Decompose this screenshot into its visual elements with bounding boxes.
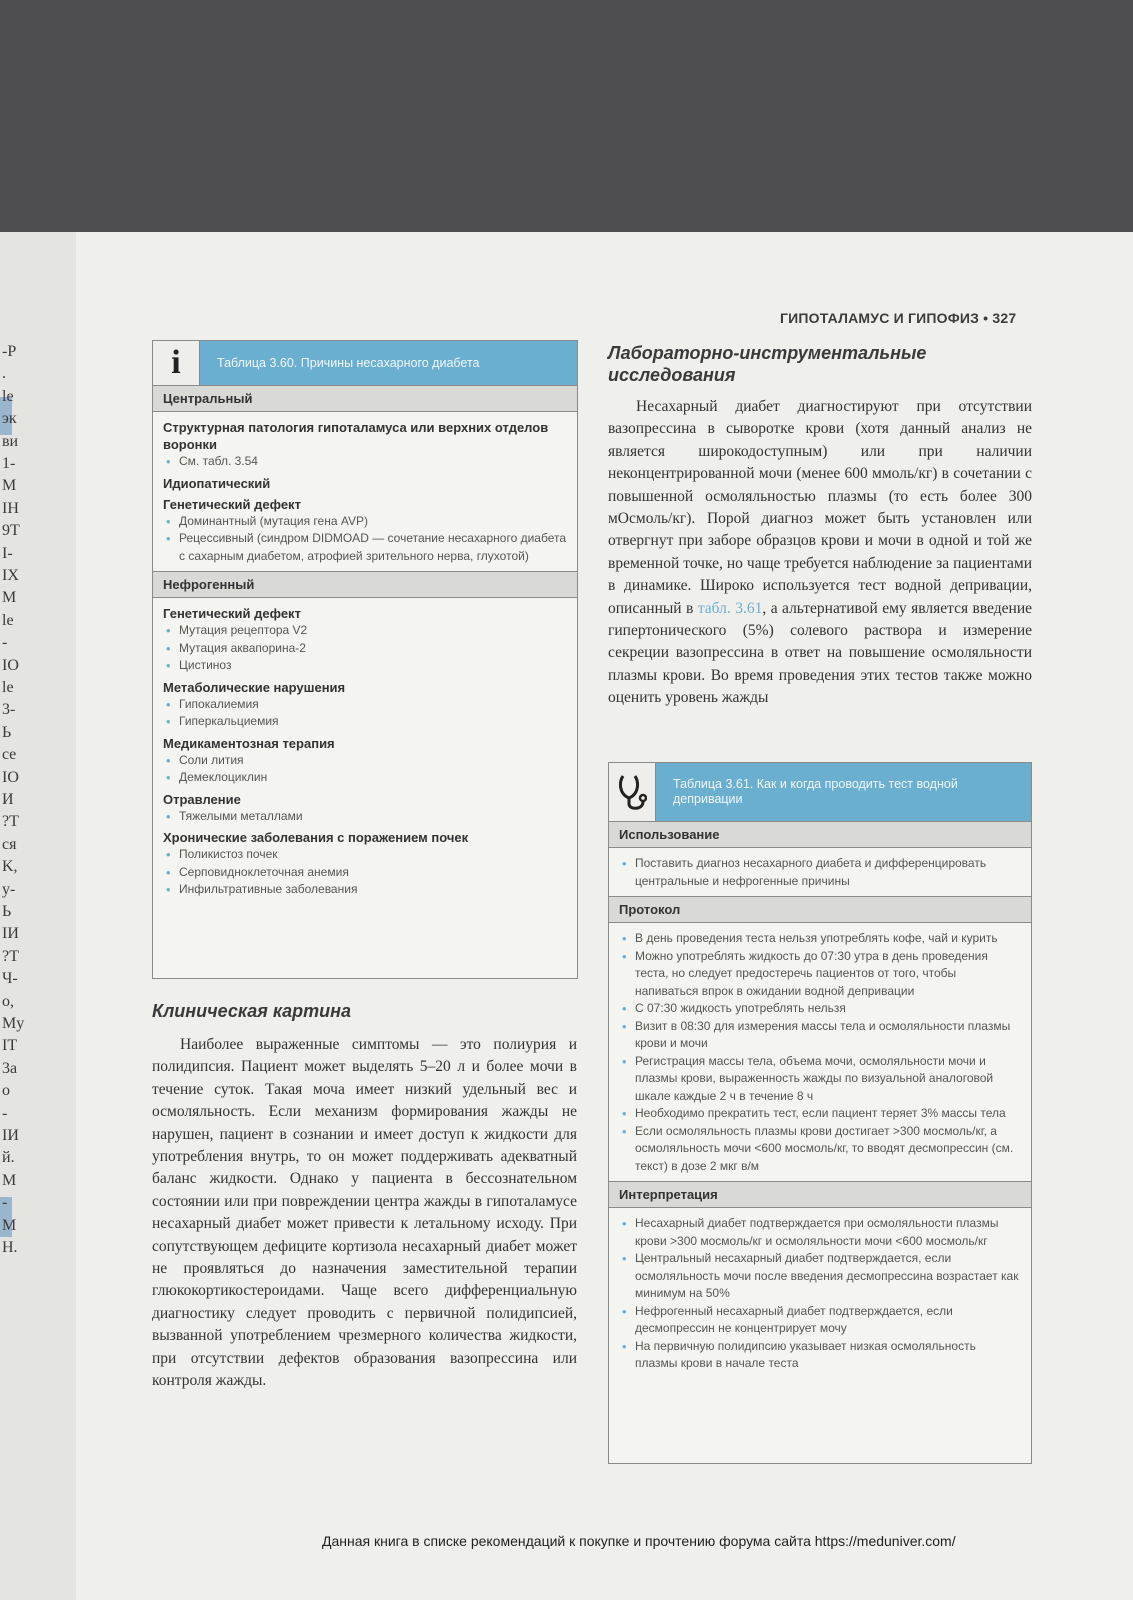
- section-head: Протокол: [609, 896, 1031, 923]
- section-body: [153, 598, 577, 905]
- dark-scan-area: [0, 0, 1133, 232]
- list-item: • Регистрация массы тела, объема мочи, осмоляльности мочи и плазмы крови, выраженность жажды по визуальной аналоговой шкале каждые 2 ч в течение 8 ч: [619, 1053, 1021, 1106]
- left-page-fragment: M: [2, 1171, 17, 1189]
- section-body: [609, 848, 1031, 896]
- list-item: • Необходимо прекратить тест, если пациент теряет 3% массы тела: [619, 1105, 1021, 1123]
- list-item: • Соли лития: [163, 752, 567, 770]
- left-page-fragment: K,: [2, 858, 18, 876]
- left-page-fragment: .: [2, 365, 6, 383]
- list-item: • Доминантный (мутация гена AVP): [163, 513, 567, 531]
- table-3-61-body: [609, 821, 1031, 1379]
- list-item: • Гипокалиемия: [163, 696, 567, 714]
- left-page-fragment: ce: [2, 746, 17, 764]
- footer-note: Данная книга в списке рекомендаций к покупке и прочтению форума сайта https://meduniver.com/: [322, 1533, 956, 1549]
- left-page-fragment: My: [2, 1015, 25, 1032]
- left-page-fragment: y-: [2, 880, 16, 898]
- list-item: • Поликистоз почек: [163, 846, 567, 864]
- item-list: [163, 808, 567, 826]
- left-page-fragment: -P: [2, 343, 17, 360]
- left-page-fragment: Ь: [2, 903, 12, 920]
- group-title: Генетический дефект: [163, 496, 301, 512]
- group-title: Генетический дефект: [163, 606, 301, 621]
- section-head: Интерпретация: [609, 1181, 1031, 1208]
- left-page-fragment: ?T: [2, 813, 19, 831]
- list-item: • Центральный несахарный диабет подтверждается, если осмоляльность мочи после введения десмопрессина возрастает как минимум на 50%: [619, 1250, 1021, 1303]
- table-3-61: [608, 762, 1032, 1464]
- item-list: [619, 855, 1021, 890]
- item-list: [163, 696, 567, 731]
- list-item: • Тяжелыми металлами: [163, 808, 567, 826]
- list-item: • Если осмоляльность плазмы крови достигает >300 мосмоль/кг, а осмоляльность мочи <600 мосмоль/кг, то вводят десмопрессин (см. текст) в дозе 2 мкг в/м: [619, 1123, 1021, 1176]
- left-page-fragment: IO: [2, 768, 19, 786]
- list-item: • Несахарный диабет подтверждается при осмоляльности плазмы крови >300 мосмоль/кг и осмоляльности мочи <600 мосмоль/кг: [619, 1215, 1021, 1250]
- left-page-fragment: M: [2, 589, 17, 607]
- lab-paragraph: [608, 396, 1032, 710]
- left-page-fragment: ви: [2, 432, 19, 450]
- left-page-fragment: H.: [2, 1239, 18, 1256]
- list-item: • Мутация аквапорина-2: [163, 640, 567, 658]
- left-page-fragment: o: [2, 1082, 10, 1100]
- group-title: Хронические заболевания с поражением почек: [163, 830, 469, 845]
- left-page-fragment: И: [2, 791, 14, 808]
- lab-section-title: Лабораторно-инструментальные исследования: [608, 343, 927, 385]
- group-title: Медикаментозная терапия: [163, 735, 335, 751]
- list-item: • Можно употреблять жидкость до 07:30 утра в день проведения теста, но следует предостеречь пациентов от того, чтобы напиваться впрок в ожидании водной депривации: [619, 948, 1021, 1001]
- running-head: ГИПОТАЛАМУС И ГИПОФИЗ • 327: [780, 310, 1017, 326]
- left-page-fragment: ся: [2, 835, 17, 853]
- left-page-fragment: o,: [2, 992, 14, 1010]
- item-list: [163, 622, 567, 675]
- left-page-fragment: IH: [2, 499, 19, 517]
- left-page-fragment: 1-: [2, 455, 16, 472]
- left-page-fragment: Ч-: [2, 970, 18, 988]
- left-page-fragment: 9T: [2, 522, 20, 540]
- item-list: [163, 752, 567, 787]
- table-3-61-title: Таблица 3.61. Как и когда проводить тест водной депривации: [673, 777, 958, 806]
- table-3-61-link[interactable]: табл. 3.61: [697, 599, 763, 617]
- lab-text-part-1: Несахарный диабет диагностируют при отсутствии вазопрессина в сыворотке крови (хотя данный анализ не является широкодоступным) или при наличии неконцентрированной мочи (менее 600 ммоль/кг) в сочетании с повышенной осмоляльностью плазмы (то есть более 300 мОсмоль/кг). Порой диагноз может быть установлен или отвергнут при заборе образцов крови и мочи в одной и той же временной точке, но чаще требуется наблюдение за пациентами в динамике. Широко используется тест водной депривации, описанный в: [608, 398, 1032, 617]
- list-item: • Рецессивный (синдром DIDMOAD — сочетание несахарного диабета с сахарным диабетом, атрофией зрительного нерва, глухотой): [163, 530, 567, 565]
- list-item: • Гиперкальциемия: [163, 713, 567, 731]
- list-item: • Нефрогенный несахарный диабет подтверждается, если десмопрессин не концентрирует мочу: [619, 1303, 1021, 1338]
- group-title: Метаболические нарушения: [163, 679, 346, 695]
- left-page-fragment: le: [2, 387, 14, 405]
- left-page-fragment: эк: [2, 410, 17, 428]
- item-list: [619, 930, 1021, 1175]
- left-page-fragment: IИ: [2, 925, 19, 943]
- section-body: [609, 1208, 1031, 1379]
- left-page-fragment: -: [2, 1104, 8, 1122]
- list-item: • Визит в 08:30 для измерения массы тела и осмоляльности плазмы крови и мочи: [619, 1018, 1021, 1053]
- left-page-fragment: le: [2, 611, 14, 629]
- group-title: Структурная патология гипоталамуса или верхних отделов воронки: [163, 420, 549, 452]
- left-page-fragment: M: [2, 1216, 17, 1234]
- stethoscope-icon: [609, 763, 656, 821]
- section-body: [609, 923, 1031, 1181]
- table-3-60-header: [153, 341, 577, 385]
- list-item: • Серповидноклеточная анемия: [163, 864, 567, 882]
- left-page-fragment: IT: [2, 1037, 18, 1055]
- list-item: • В день проведения теста нельзя употреблять кофе, чай и курить: [619, 930, 1021, 948]
- left-page-fragment: M: [2, 477, 17, 495]
- item-list: [163, 846, 567, 899]
- section-body: [153, 412, 577, 571]
- left-page-fragment: -: [2, 634, 8, 652]
- table-3-60-title: Таблица 3.60. Причины несахарного диабета: [217, 355, 480, 370]
- info-icon: i: [153, 341, 200, 385]
- left-page-fragment: ?T: [2, 947, 19, 965]
- left-page-fragment: Ь: [2, 723, 12, 741]
- left-page-fragment: IИ: [2, 1127, 19, 1144]
- list-item: • Цистиноз: [163, 657, 567, 675]
- left-page-edge: [0, 232, 76, 1600]
- section-head: Центральный: [153, 385, 577, 412]
- group-title: Идиопатический: [163, 475, 271, 491]
- left-page-fragment: le: [2, 679, 14, 696]
- table-3-61-header: [609, 763, 1031, 821]
- clinical-section-title: Клиническая картина: [152, 1001, 352, 1021]
- table-3-60-body: [153, 385, 577, 905]
- list-item: • Поставить диагноз несахарного диабета и дифференцировать центральные и нефрогенные причины: [619, 855, 1021, 890]
- list-item: • Демеклоциклин: [163, 769, 567, 787]
- left-page-fragment: -: [2, 1194, 8, 1212]
- table-3-60: [152, 340, 578, 979]
- left-page-fragment: 3-: [2, 701, 16, 719]
- item-list: [163, 513, 567, 566]
- left-page-fragment: IX: [2, 567, 19, 584]
- left-page-fragment: 3a: [2, 1059, 18, 1077]
- left-page-fragment: I-: [2, 544, 13, 562]
- list-item: • Инфильтративные заболевания: [163, 881, 567, 899]
- list-item: • Мутация рецептора V2: [163, 622, 567, 640]
- item-list: [163, 453, 567, 471]
- group-title: Отравление: [163, 791, 241, 807]
- section-head: Использование: [609, 821, 1031, 848]
- list-item: • На первичную полидипсию указывает низкая осмоляльность плазмы крови в начале теста: [619, 1338, 1021, 1373]
- item-list: [619, 1215, 1021, 1373]
- clinical-paragraph: Наиболее выраженные симптомы — это полиурия и полидипсия. Пациент может выделять 5–20 л и более мочи в течение суток. Такая моча имеет низкий удельный вес и осмоляльность. Если механизм формирования жажды не нарушен, пациент в сознании и имеет доступ к жидкости для употребления внутрь, то он может поддерживать адекватный баланс жидкости. Однако у пациента в бессознательном состоянии или при повреждении центра жажды в гипоталамусе несахарный диабет может привести к летальному исходу. При сопутствующем дефиците кортизола несахарный диабет может не проявляться до назначения заместительной терапии глюкокортикостероидами. Чаще всего дифференциальную диагностику следует проводить с первичной полидипсией, вызванной употреблением чрезмерного количества жидкости, при отсутствии дефектов образования вазопрессина или контроля жажды.: [152, 1036, 577, 1390]
- section-head: Нефрогенный: [153, 571, 577, 598]
- left-page-fragment: й.: [2, 1149, 15, 1167]
- left-page-fragment: IO: [2, 656, 19, 674]
- list-item: • С 07:30 жидкость употреблять нельзя: [619, 1000, 1021, 1018]
- list-item: • См. табл. 3.54: [163, 453, 567, 471]
- lab-text-part-2: , а альтернативой ему является введение гипертонического (5%) солевого раствора и измерение секреции вазопрессина в ответ на повышение осмоляльности плазмы крови. Во время проведения этих тестов также можно оценить уровень жажды: [608, 599, 1033, 707]
